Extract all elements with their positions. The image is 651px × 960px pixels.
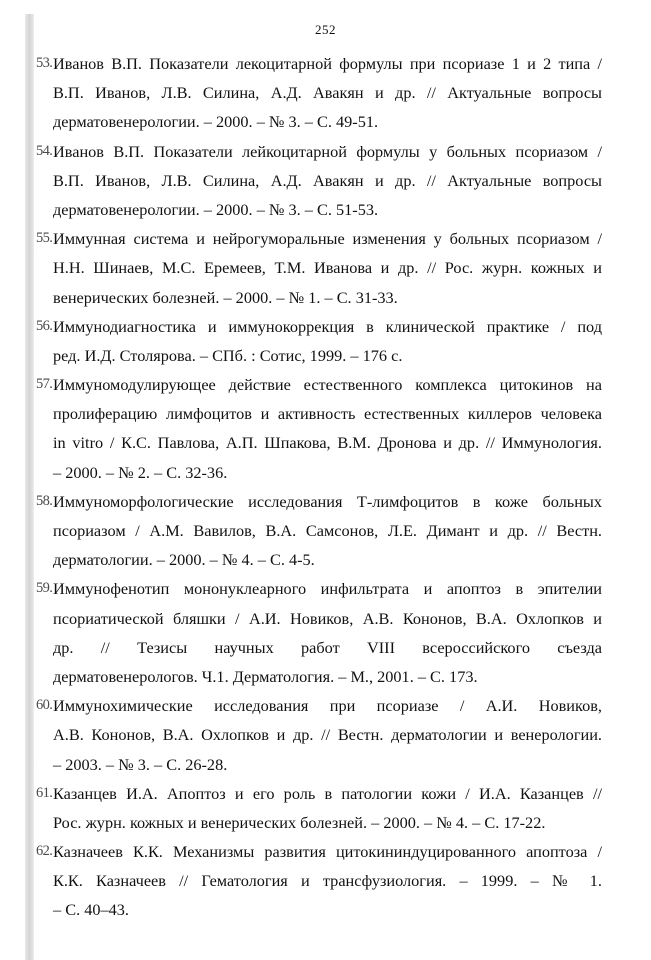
reference-number: 59. — [36, 580, 53, 597]
reference-line: Иммунохимические исследования при псориазе / А.И. Новиков, — [53, 696, 602, 716]
reference-line: А.В. Кононов, В.А. Охлопков и др. // Вестн. дерматологии и венерологии. — [53, 725, 602, 745]
reference-number: 60. — [36, 697, 53, 714]
reference-entry — [36, 691, 602, 779]
reference-line: Н.Н. Шинаев, М.С. Еремеев, Т.М. Иванова и др. // Рос. журн. кожных и — [53, 258, 602, 278]
reference-line: дерматовенерологов. Ч.1. Дерматология. – М., 2001. – С. 173. — [53, 666, 478, 686]
reference-line: Рос. журн. кожных и венерических болезней. – 2000. – № 4. – С. 17-22. — [53, 812, 546, 832]
reference-entry — [36, 487, 602, 575]
reference-entry — [36, 370, 602, 487]
reference-line: Иммуноморфологические исследования Т-лимфоцитов в коже больных — [53, 491, 602, 511]
reference-number: 56. — [36, 317, 53, 334]
reference-entry — [36, 224, 602, 312]
reference-line: Казанцев И.А. Апоптоз и его роль в патологии кожи / И.А. Казанцев // — [53, 783, 602, 803]
reference-line: пролиферацию лимфоцитов и активность естественных киллеров человека — [53, 404, 602, 424]
reference-line: – 2000. – № 2. – С. 32-36. — [53, 462, 228, 482]
reference-entry — [36, 312, 602, 370]
reference-entry — [36, 574, 602, 691]
reference-number: 57. — [36, 376, 53, 393]
reference-line: К.К. Казначеев // Гематология и трансфузиология. – 1999. – № 1. — [53, 871, 602, 891]
reference-entry — [36, 837, 602, 925]
reference-number: 58. — [36, 492, 53, 509]
reference-number: 54. — [36, 142, 53, 159]
reference-text — [53, 49, 602, 137]
reference-number: 53. — [36, 55, 53, 71]
reference-text — [53, 574, 602, 691]
reference-line: Иммуномодулирующее действие естественного комплекса цитокинов на — [53, 375, 602, 395]
scan-binding-edge — [25, 14, 34, 960]
reference-line: in vitro / К.С. Павлова, А.П. Шпакова, В.М. Дронова и др. // Иммунология. — [53, 433, 602, 453]
reference-text — [53, 224, 602, 312]
reference-entry — [36, 779, 602, 837]
reference-text — [53, 837, 602, 925]
reference-line: – С. 40–43. — [53, 900, 129, 920]
reference-text — [53, 370, 602, 487]
reference-line: – 2003. – № 3. – С. 26-28. — [53, 754, 228, 774]
reference-line: псориатической бляшки / А.И. Новиков, А.В. Кононов, В.А. Охлопков и — [53, 608, 602, 628]
reference-line: др. // Тезисы научных работ VIII всероссийского съезда — [53, 637, 602, 657]
reference-line: ред. И.Д. Столярова. – СПб. : Сотис, 1999. – 176 с. — [53, 345, 403, 365]
reference-line: псориазом / А.М. Вавилов, В.А. Самсонов, Л.Е. Димант и др. // Вестн. — [53, 521, 602, 540]
reference-line: дерматовенерологии. – 2000. – № 3. – С. 49-51. — [53, 112, 379, 132]
reference-text — [53, 779, 602, 837]
reference-line: Иммунофенотип мононуклеарного инфильтрата и апоптоз в эпителии — [53, 579, 602, 599]
reference-line: Казначеев К.К. Механизмы развития цитокининдуцированного апоптоза / — [53, 842, 602, 862]
reference-line: В.П. Иванов, Л.В. Силина, А.Д. Авакян и др. // Актуальные вопросы — [53, 83, 602, 103]
reference-line: венерических болезней. – 2000. – № 1. – С. 31-33. — [53, 287, 398, 307]
reference-entry — [36, 49, 602, 137]
reference-line: Иванов В.П. Показатели лейкоцитарной формулы у больных псориазом / — [53, 141, 602, 161]
page-number: 252 — [315, 22, 336, 37]
reference-line: Иммунодиагностика и иммунокоррекция в клинической практике / под — [53, 316, 602, 336]
reference-number: 61. — [36, 784, 53, 801]
reference-line: Иммунная система и нейрогуморальные изменения у больных псориазом / — [53, 229, 602, 249]
reference-text — [53, 312, 602, 370]
reference-line: дерматовенерологии. – 2000. – № 3. – С. 51-53. — [53, 199, 379, 219]
reference-text — [53, 487, 602, 575]
reference-number: 62. — [36, 843, 53, 860]
reference-text — [53, 137, 602, 225]
reference-entry — [36, 137, 602, 225]
reference-line: дерматологии. – 2000. – № 4. – С. 4-5. — [53, 550, 315, 570]
reference-list — [36, 49, 602, 925]
reference-line: В.П. Иванов, Л.В. Силина, А.Д. Авакян и др. // Актуальные вопросы — [53, 170, 602, 190]
reference-line: Иванов В.П. Показатели лекоцитарной формулы при псориазе 1 и 2 типа / — [53, 54, 602, 73]
reference-text — [53, 691, 602, 779]
reference-number: 55. — [36, 230, 53, 247]
